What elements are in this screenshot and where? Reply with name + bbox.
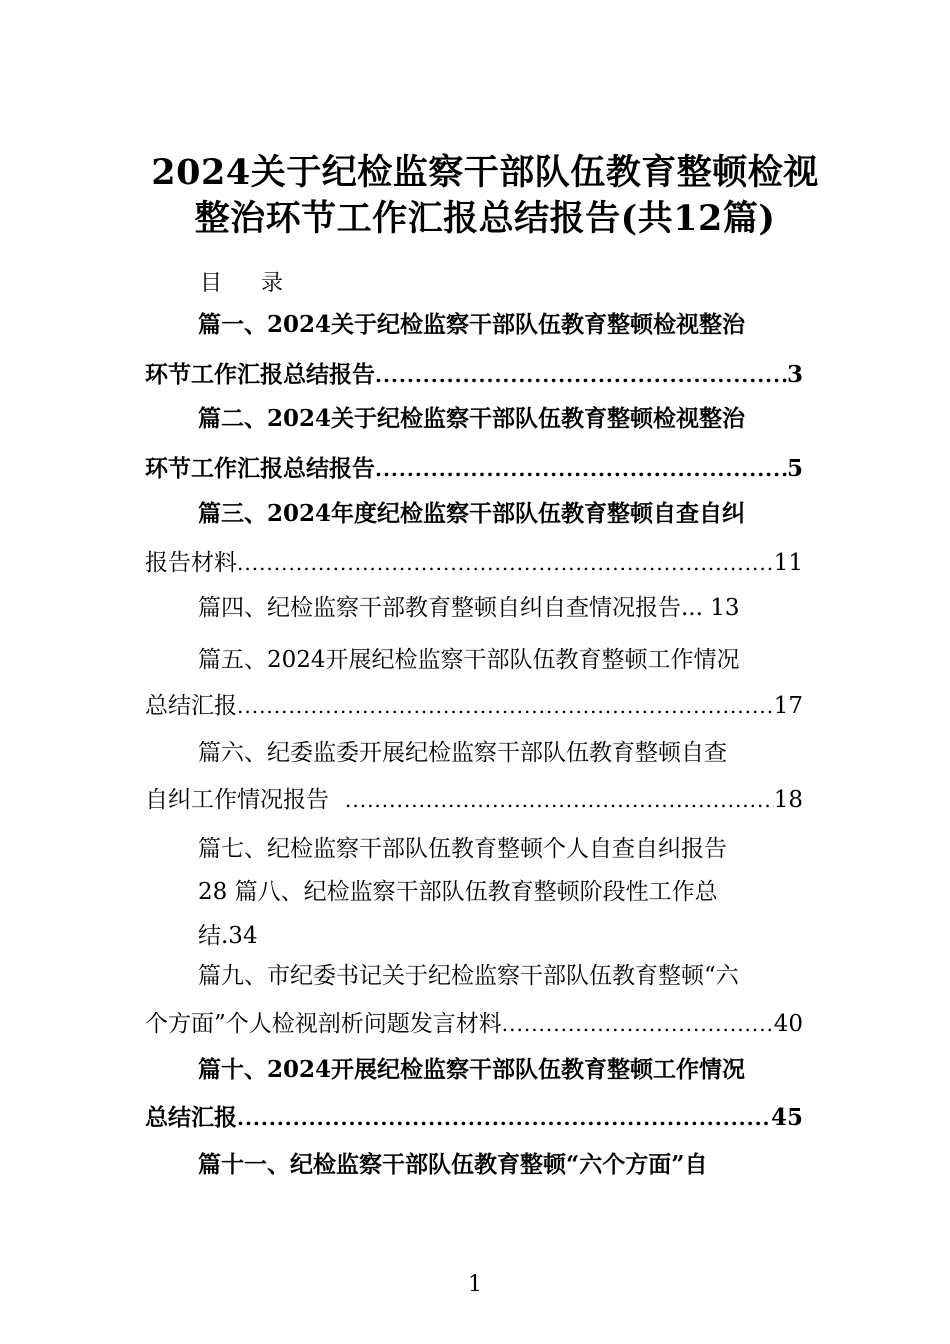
- toc-entry-1-line-2[interactable]: [145, 360, 803, 390]
- toc-entry-3-line-2[interactable]: [145, 548, 803, 578]
- toc-heading-char-1: 目: [200, 271, 224, 296]
- leader-dots: [375, 360, 787, 390]
- toc-page-number: 18: [773, 787, 803, 813]
- toc-entry-text: 总结汇报: [145, 1104, 237, 1131]
- title-line-1: 2024关于纪检监察干部队伍教育整顿检视: [151, 152, 819, 193]
- leader-dots: [237, 691, 774, 721]
- title-line-2: 整治环节工作汇报总结报告(共12篇): [194, 198, 776, 239]
- toc-entry-3-line-1[interactable]: 篇三、2024年度纪检监察干部队伍教育整顿自查自纠: [198, 500, 746, 527]
- toc-page-number: 5: [786, 455, 803, 482]
- toc-entry-text: 环节工作汇报总结报告: [145, 361, 375, 388]
- toc-page-number: 3: [786, 361, 803, 388]
- toc-page-number: 40: [773, 1011, 803, 1037]
- toc-entry-5-line-1[interactable]: 篇五、2024开展纪检监察干部队伍教育整顿工作情况: [198, 647, 740, 673]
- leader-dots: [375, 454, 787, 484]
- leader-dots: [237, 548, 774, 578]
- toc-entry-8-line-1[interactable]: 28 篇八、纪检监察干部队伍教育整顿阶段性工作总: [198, 879, 718, 905]
- toc-entry-1-line-1[interactable]: 篇一、2024关于纪检监察干部队伍教育整顿检视整治: [198, 311, 746, 338]
- toc-page-number: 17: [773, 693, 803, 719]
- toc-entry-5-line-2[interactable]: [145, 691, 803, 721]
- page-number: 1: [468, 1272, 482, 1297]
- toc-entry-11-line-1[interactable]: 篇十一、纪检监察干部队伍教育整顿“六个方面”自: [198, 1151, 708, 1178]
- toc-entry-text: 报告材料: [145, 550, 237, 576]
- leader-dots: [237, 1103, 771, 1133]
- toc-entry-7[interactable]: 篇七、纪检监察干部队伍教育整顿个人自查自纠报告: [198, 836, 727, 862]
- toc-entry-6-line-1[interactable]: 篇六、纪委监委开展纪检监察干部队伍教育整顿自查: [198, 740, 727, 766]
- toc-entry-10-line-1[interactable]: 篇十、2024开展纪检监察干部队伍教育整顿工作情况: [198, 1056, 746, 1083]
- toc-entry-2-line-1[interactable]: 篇二、2024关于纪检监察干部队伍教育整顿检视整治: [198, 405, 746, 432]
- toc-entry-9-line-2[interactable]: [145, 1009, 803, 1039]
- toc-entry-text: 个方面”个人检视剖析问题发言材料: [145, 1011, 502, 1037]
- toc-entry-6-line-2[interactable]: [145, 785, 803, 815]
- toc-entry-8-line-2[interactable]: 结.34: [198, 923, 258, 949]
- toc-heading-char-2: 录: [261, 271, 285, 296]
- leader-dots: [329, 785, 774, 815]
- document-title: [100, 150, 870, 242]
- toc-entry-text: 总结汇报: [145, 693, 237, 719]
- toc-entry-2-line-2[interactable]: [145, 454, 803, 484]
- leader-dots: [502, 1009, 774, 1039]
- toc-entry-text: 自纠工作情况报告: [145, 787, 329, 813]
- toc-entry-9-line-1[interactable]: 篇九、市纪委书记关于纪检监察干部队伍教育整顿“六: [198, 963, 739, 989]
- toc-page-number: 45: [770, 1104, 803, 1131]
- toc-entry-4[interactable]: 篇四、纪检监察干部教育整顿自纠自查情况报告... 13: [198, 595, 740, 621]
- toc-entry-10-line-2[interactable]: [145, 1103, 803, 1133]
- toc-entry-text: 环节工作汇报总结报告: [145, 455, 375, 482]
- toc-page-number: 11: [773, 550, 803, 576]
- toc-heading: [200, 266, 284, 297]
